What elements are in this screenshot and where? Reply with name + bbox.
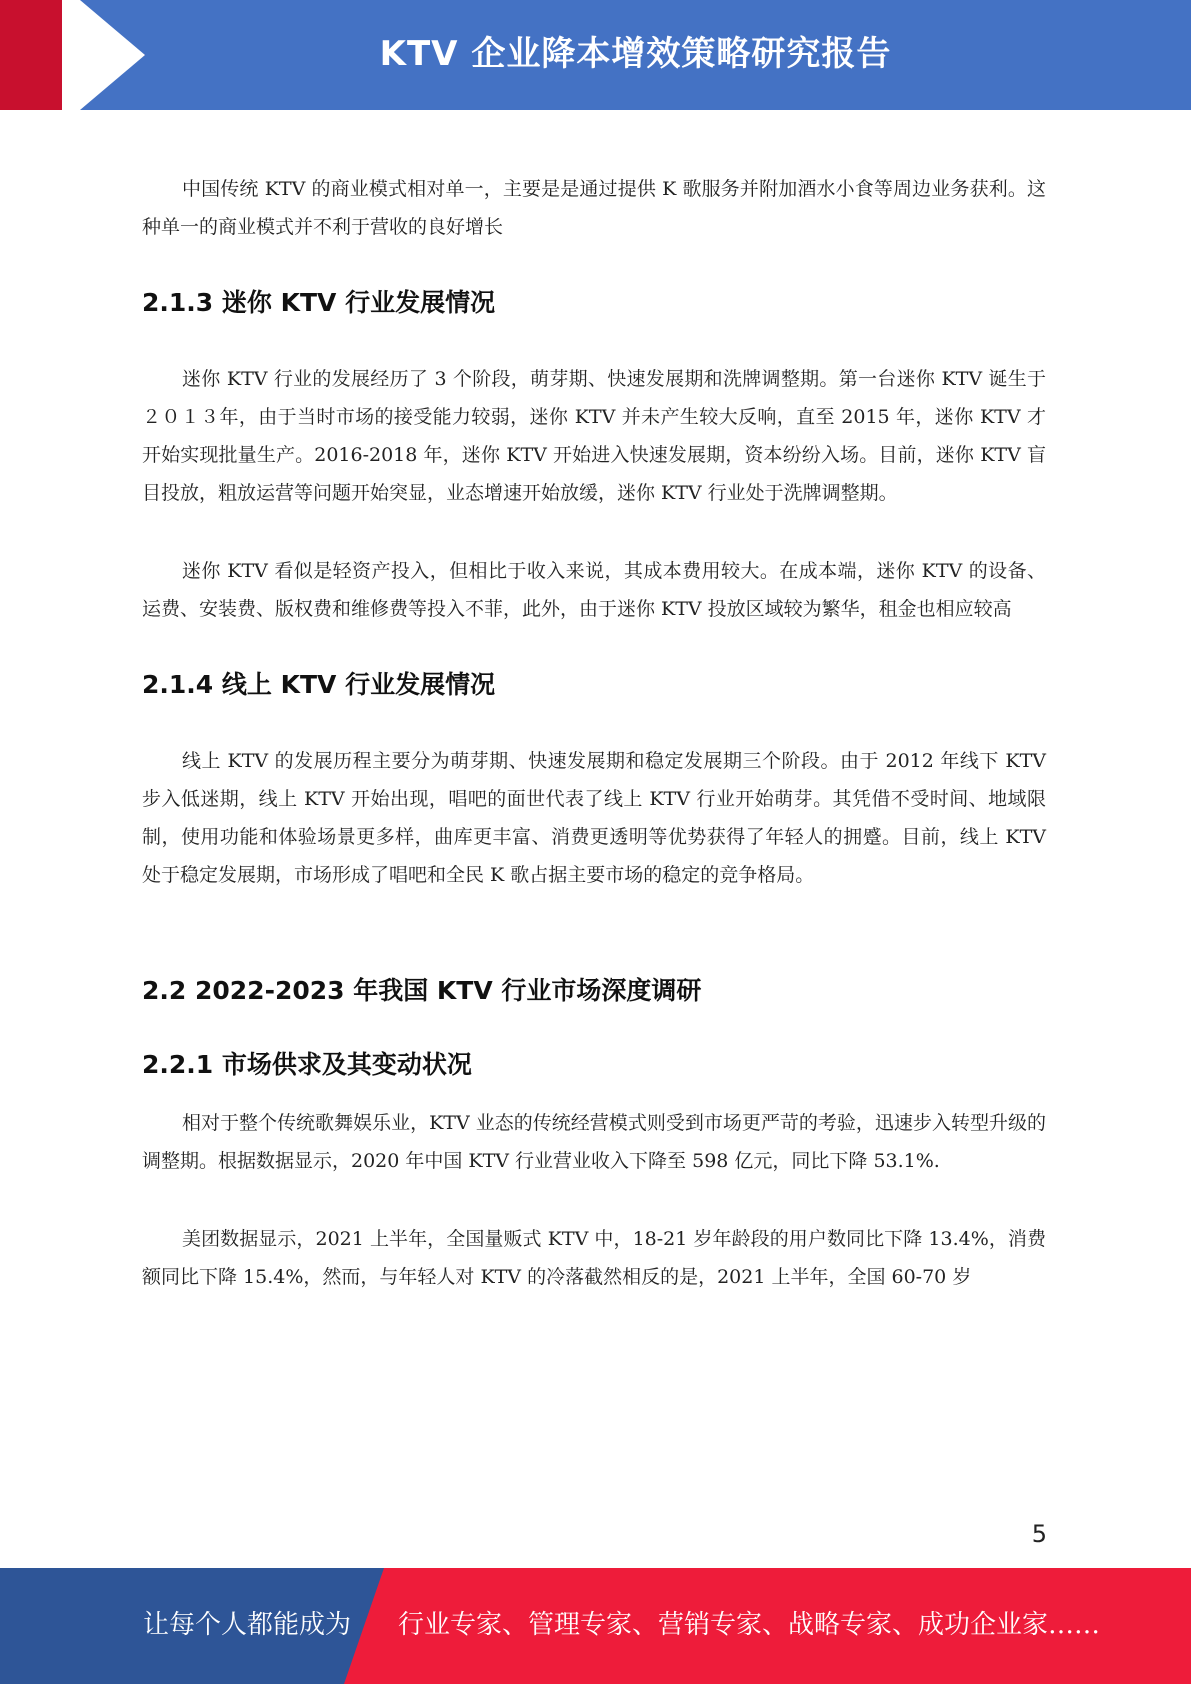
paragraph: 迷你 KTV 行业的发展经历了 3 个阶段，萌芽期、快速发展期和洗牌调整期。第一台迷你 KTV 诞生于２０１３年，由于当时市场的接受能力较弱，迷你 KTV 并未产生较大反响，直至 2015 年，迷你 KTV 才开始实现批量生产。2016-2018 年，迷你 KTV 开始进入快速发展期，资本纷纷入场。目前，迷你 KTV 盲目投放，粗放运营等问题开始突显，业态增速开始放缓，迷你 KTV 行业处于洗牌调整期。 (142, 368, 1046, 504)
page-number: 5 (1031, 1520, 1047, 1548)
paragraph: 线上 KTV 的发展历程主要分为萌芽期、快速发展期和稳定发展期三个阶段。由于 2012 年线下 KTV 步入低迷期，线上 KTV 开始出现，唱吧的面世代表了线上 KTV 行业开始萌芽。其凭借不受时间、地域限制，使用功能和体验场景更多样，曲库更丰富、消费更透明等优势获得了年轻人的拥蹙。目前，线上 KTV 处于稳定发展期，市场形成了唱吧和全民 K 歌占据主要市场的稳定的竞争格局。 (142, 750, 1046, 886)
footer-band (0, 1568, 1191, 1684)
section-heading: 2.2 2022-2023 年我国 KTV 行业市场深度调研 (142, 976, 702, 1005)
section-heading: 2.1.3 迷你 KTV 行业发展情况 (142, 288, 496, 317)
paragraph: 美团数据显示，2021 上半年，全国量贩式 KTV 中，18-21 岁年龄段的用户数同比下降 13.4%，消费额同比下降 15.4%，然而，与年轻人对 KTV 的冷落截然相反的是，2021 上半年，全国 60-70 岁 (142, 1228, 1046, 1288)
section-heading: 2.2.1 市场供求及其变动状况 (142, 1050, 472, 1079)
header-band (0, 0, 1191, 110)
paragraph: 迷你 KTV 看似是轻资产投入，但相比于收入来说，其成本费用较大。在成本端，迷你 KTV 的设备、运费、安装费、版权费和维修费等投入不菲，此外，由于迷你 KTV 投放区域较为繁华，租金也相应较高 (142, 560, 1046, 620)
paragraph: 相对于整个传统歌舞娱乐业，KTV 业态的传统经营模式则受到市场更严苛的考验，迅速步入转型升级的调整期。根据数据显示，2020 年中国 KTV 行业营业收入下降至 598 亿元，同比下降 53.1%. (142, 1112, 1046, 1172)
footer-slogan-right: 行业专家、管理专家、营销专家、战略专家、成功企业家…… (398, 1610, 1101, 1640)
paragraph: 中国传统 KTV 的商业模式相对单一，主要是是通过提供 K 歌服务并附加酒水小食等周边业务获利。这种单一的商业模式并不利于营收的良好增长 (142, 178, 1046, 238)
section-heading: 2.1.4 线上 KTV 行业发展情况 (142, 670, 496, 699)
report-title: KTV 企业降本增效策略研究报告 (379, 34, 892, 74)
page-body (142, 170, 1046, 1296)
footer-slogan-left: 让每个人都能成为 (143, 1610, 352, 1640)
